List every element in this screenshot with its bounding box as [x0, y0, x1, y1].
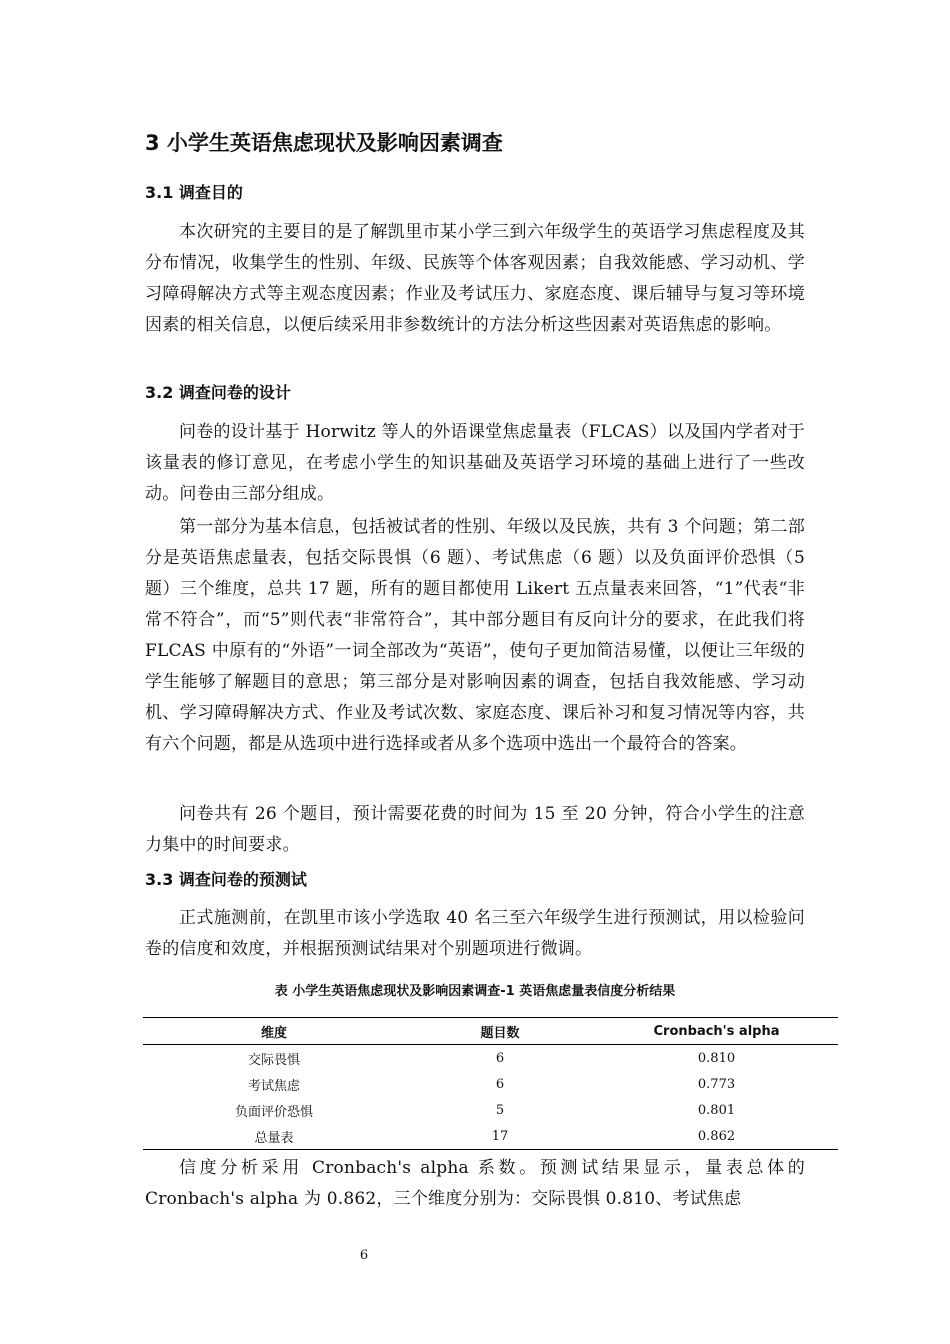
cell-alpha: 0.862 [595, 1123, 838, 1150]
cell-item-count: 5 [495, 1102, 505, 1118]
table-caption: 表 小学生英语焦虑现状及影响因素调查-1 英语焦虑量表信度分析结果 [274, 984, 676, 999]
table-header-row [143, 1018, 838, 1045]
paragraph-questionnaire-basis: 问卷的设计基于 Horwitz 等人的外语课堂焦虑量表（FLCAS）以及国内学者对于该量表的修订意见，在考虑小学生的知识基础及英语学习环境的基础上进行了一些改动。问卷由三部分组成。 [145, 422, 805, 504]
cell-dimension: 交际畏惧 [247, 1052, 300, 1068]
reliability-table [143, 1017, 838, 1150]
section-title: 3 小学生英语焦虑现状及影响因素调查 [145, 131, 503, 155]
cell-alpha: 0.801 [697, 1102, 736, 1118]
table-row [143, 1097, 838, 1123]
page-number: 6 [359, 1248, 369, 1263]
table-row [143, 1123, 838, 1150]
cell-alpha: 0.773 [697, 1076, 736, 1092]
subsection-heading-3-1: 3.1 调查目的 [145, 183, 243, 202]
paragraph-questionnaire-parts: 第一部分为基本信息，包括被试者的性别、年级以及民族，共有 3 个问题；第二部分是英语焦虑量表，包括交际畏惧（6 题）、考试焦虑（6 题）以及负面评价恐惧（5 题）三个维度，总共 17 题，所有的题目都使用 Likert 五点量表来回答，“1”代表“非常不符合”，而“5”则代表“非常符合”，其中部分题目有反向计分的要求，在此我们将 FLCAS 中原有的“外语”一词全部改为“英语”，使句子更加简洁易懂，以便让三年级的学生能够了解题目的意思；第三部分是对影响因素的调查，包括自我效能感、学习动机、学习障碍解决方式、作业及考试次数、家庭态度、课后补习和复习情况等内容，共有六个问题，都是从选项中进行选择或者从多个选项中选出一个最符合的答案。 [145, 517, 805, 754]
cell-item-count: 6 [495, 1076, 505, 1092]
paragraph-reliability-analysis: 信度分析采用 Cronbach's alpha 系数。预测试结果显示，量表总体的 Cronbach's alpha 为 0.862，三个维度分别为：交际畏惧 0.810、考试焦虑 [145, 1158, 805, 1209]
column-header-cronbach-alpha: Cronbach's alpha [595, 1018, 838, 1045]
cell-dimension: 负面评价恐惧 [234, 1104, 313, 1120]
paragraph-questionnaire-duration: 问卷共有 26 个题目，预计需要花费的时间为 15 至 20 分钟，符合小学生的注意力集中的时间要求。 [145, 804, 805, 855]
paragraph-pretest: 正式施测前，在凯里市该小学选取 40 名三至六年级学生进行预测试，用以检验问卷的信度和效度，并根据预测试结果对个别题项进行微调。 [145, 908, 805, 959]
subsection-heading-3-3: 3.3 调查问卷的预测试 [145, 870, 307, 889]
table-row [143, 1071, 838, 1097]
table-row [143, 1045, 838, 1072]
subsection-heading-3-2: 3.2 调查问卷的设计 [145, 383, 291, 402]
cell-dimension: 总量表 [143, 1123, 405, 1150]
cell-item-count: 6 [495, 1050, 505, 1066]
cell-alpha: 0.810 [697, 1050, 736, 1066]
paragraph-survey-purpose: 本次研究的主要目的是了解凯里市某小学三到六年级学生的英语学习焦虑程度及其分布情况，收集学生的性别、年级、民族等个体客观因素；自我效能感、学习动机、学习障碍解决方式等主观态度因素；作业及考试压力、家庭态度、课后辅导与复习等环境因素的相关信息，以便后续采用非参数统计的方法分析这些因素对英语焦虑的影响。 [145, 222, 805, 335]
cell-dimension: 考试焦虑 [247, 1078, 300, 1094]
cell-item-count: 17 [405, 1123, 595, 1150]
column-header-dimension: 维度 [143, 1018, 405, 1045]
column-header-item-count: 题目数 [405, 1018, 595, 1045]
